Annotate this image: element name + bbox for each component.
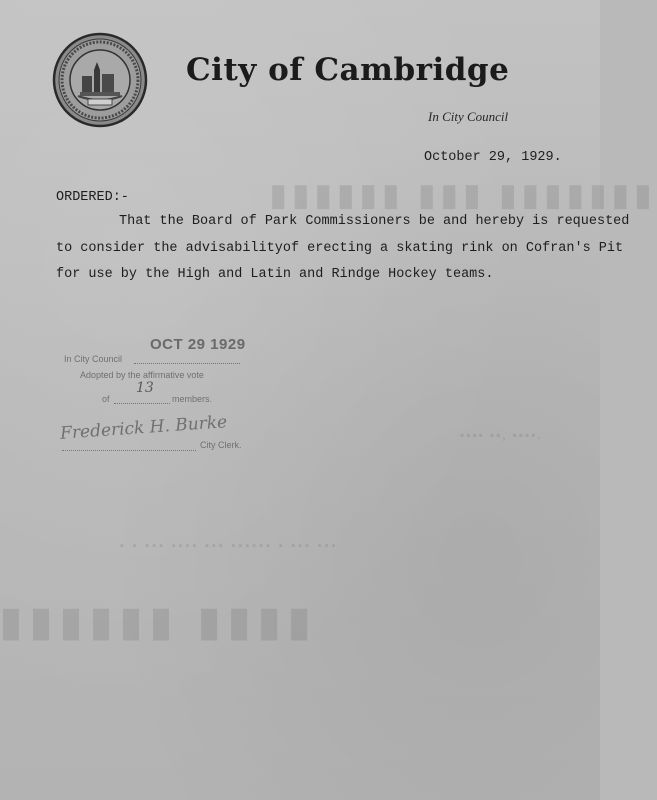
ordered-heading: ORDERED:- bbox=[56, 190, 129, 205]
stamp-clerk-text: City Clerk. bbox=[200, 440, 242, 450]
stamp-in-council: In City Council bbox=[64, 354, 123, 364]
clerk-signature: Frederick H. Burke bbox=[59, 412, 228, 444]
bleed-through-marks: ▪▪▪▪ ▪▪, ▪▪▪▪. bbox=[460, 428, 543, 442]
stamp-date: OCT 29 1929 bbox=[150, 336, 246, 353]
bleed-through-marks: ▮▮▮▮▮▮ ▮▮▮ ▮▮▮▮▮▮▮ bbox=[270, 179, 657, 212]
council-subtitle: In City Council bbox=[428, 109, 509, 124]
body-line: That the Board of Park Commissioners be and hereby is requested bbox=[119, 214, 630, 229]
bleed-through-marks: ▮▮▮▮▮▮ ▮▮▮▮ bbox=[0, 599, 319, 644]
stamp-rule bbox=[114, 403, 170, 404]
council-adoption-stamp bbox=[60, 332, 280, 472]
stamp-adopted-text: Adopted by the affirmative vote bbox=[80, 370, 204, 380]
city-seal-logo bbox=[52, 32, 148, 128]
bleed-through-marks: ▪ ▪ ▪▪▪ ▪▪▪▪ ▪▪▪ ▪▪▪▪▪▪ ▪ ▪▪▪ ▪▪▪ bbox=[120, 540, 339, 552]
stamp-of-text: of bbox=[102, 394, 110, 404]
order-body bbox=[56, 209, 630, 289]
stamp-members-text: members. bbox=[172, 394, 213, 404]
stamp-rule bbox=[134, 363, 240, 364]
stamp-rule bbox=[62, 450, 196, 451]
body-line: for use by the High and Latin and Rindge Hockey teams. bbox=[56, 267, 494, 282]
document-date: October 29, 1929. bbox=[424, 150, 562, 165]
letterhead-title: City of Cambridge bbox=[186, 52, 510, 88]
body-line: to consider the advisabilityof erecting a skating rink on Cofran's Pit bbox=[56, 240, 624, 256]
stamp-vote-count: 13 bbox=[136, 380, 154, 396]
